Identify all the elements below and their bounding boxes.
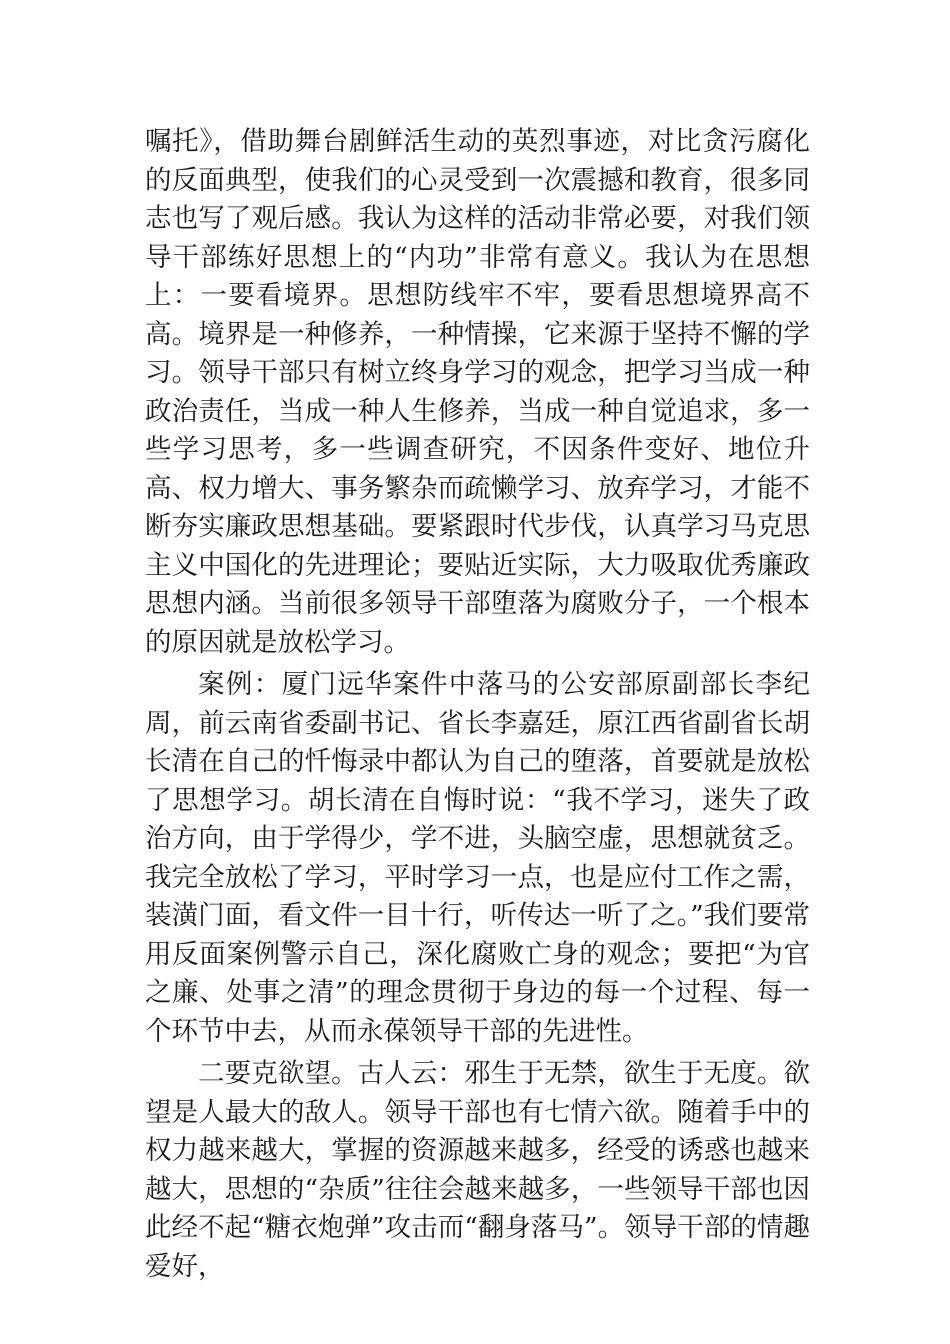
document-page	[145, 123, 810, 1286]
paragraph-restrain-desire: 二要克欲望。古人云：邪生于无禁，欲生于无度。欲望是人最大的敌人。领导干部也有七情六欲。随着手中的权力越来越大，掌握的资源越来越多，经受的诱惑也越来越大，思想的“杂质”往往会越来越多，一些领导干部也因此经不起“糖衣炮弹”攻击而“翻身落马”。领导干部的情趣爱好，	[145, 1058, 810, 1282]
paragraph-thought-realm: 嘱托》，借助舞台剧鲜活生动的英烈事迹，对比贪污腐化的反面典型，使我们的心灵受到一次震撼和教育，很多同志也写了观后感。我认为这样的活动非常必要，对我们领导干部练好思想上的“内功”非常有意义。我认为在思想上：一要看境界。思想防线牢不牢，要看思想境界高不高。境界是一种修养，一种情操，它来源于坚持不懈的学习。领导干部只有树立终身学习的观念，把学习当成一种政治责任，当成一种人生修养，当成一种自觉追求，多一些学习思考，多一些调查研究，不因条件变好、地位升高、权力增大、事务繁杂而疏懒学习、放弃学习，才能不断夯实廉政思想基础。要紧跟时代步伐，认真学习马克思主义中国化的先进理论；要贴近实际，大力吸取优秀廉政思想内涵。当前很多领导干部堕落为腐败分子，一个根本的原因就是放松学习。	[145, 126, 810, 658]
paragraph-case-example: 案例：厦门远华案件中落马的公安部原副部长李纪周，前云南省委副书记、省长李嘉廷，原江西省副省长胡长清在自己的忏悔录中都认为自己的堕落，首要就是放松了思想学习。胡长清在自悔时说：“我不学习，迷失了政治方向，由于学得少，学不进，头脑空虚，思想就贫乏。我完全放松了学习，平时学习一点，也是应付工作之需，装潢门面，看文件一目十行，听传达一听了之。”我们要常用反面案例警示自己，深化腐败亡身的观念；要把“为官之廉、处事之清”的理念贯彻于身边的每一个过程、每一个环节中去，从而永葆领导干部的先进性。	[145, 669, 810, 1047]
